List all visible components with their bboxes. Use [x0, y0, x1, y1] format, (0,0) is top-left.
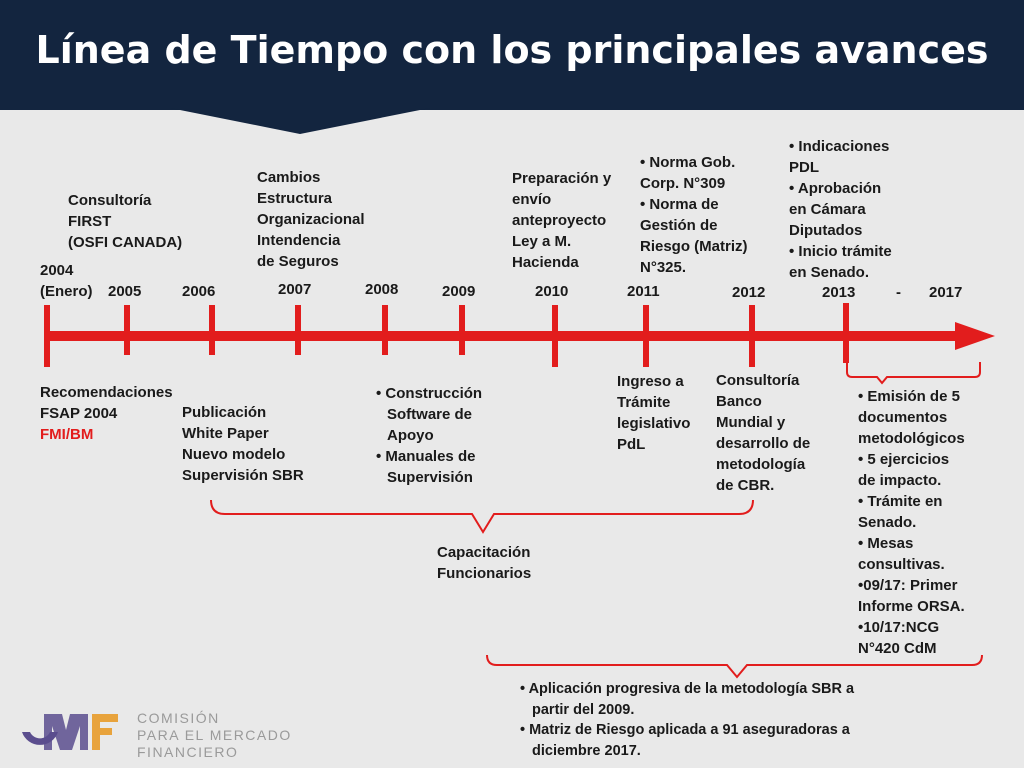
year-2009: 2009 — [442, 283, 476, 300]
year-2017: 2017 — [929, 284, 963, 301]
label-recomendaciones: Recomendaciones FSAP 2004 FMI/BM — [40, 384, 173, 443]
timeline-bar — [44, 331, 956, 341]
tick-2013 — [843, 303, 849, 363]
tick-2005 — [124, 305, 130, 355]
label-indicaciones-pdl: • Indicaciones PDL • Aprobación en Cámara Diputados • Inicio trámite en Senado. — [789, 138, 892, 281]
year-2013: 2013 — [822, 284, 856, 301]
tick-2008 — [382, 305, 388, 355]
year-2008: 2008 — [365, 281, 399, 298]
label-publicacion: Publicación White Paper Nuevo modelo Supervisión SBR — [182, 404, 304, 484]
year-2010: 2010 — [535, 283, 569, 300]
bracket-2013-2017 — [847, 362, 980, 383]
year-2007: 2007 — [278, 281, 312, 298]
label-consultoria-banco: Consultoría Banco Mundial y desarrollo de metodología de CBR. — [716, 372, 811, 494]
tick-2007 — [295, 305, 301, 355]
year-2005: 2005 — [108, 283, 142, 300]
year-2011: 2011 — [627, 283, 660, 300]
cmf-logo-icon — [18, 704, 130, 756]
year-range-dash: - — [896, 284, 901, 301]
tick-2012 — [749, 305, 755, 367]
label-cambios-estructura: Cambios Estructura Organizacional Intendencia de Seguros — [257, 169, 365, 270]
year-2004-note: (Enero) — [40, 283, 93, 300]
tick-2004 — [44, 305, 50, 367]
year-2006: 2006 — [182, 283, 216, 300]
label-normas: • Norma Gob. Corp. N°309 • Norma de Gestión de Riesgo (Matriz) N°325. — [640, 154, 748, 276]
label-preparacion-anteproyecto: Preparación y envío anteproyecto Ley a M. Hacienda — [512, 170, 612, 271]
label-capacitacion: Capacitación Funcionarios — [437, 544, 532, 582]
tick-2006 — [209, 305, 215, 355]
tick-2011 — [643, 305, 649, 367]
label-construccion: • Construcción Software de Apoyo • Manuales de Supervisión — [376, 385, 483, 486]
label-aplicacion-progresiva: • Aplicación progresiva de la metodología SBR a partir del 2009. • Matriz de Riesgo aplicada a 91 aseguradoras a diciembre 2017. — [520, 681, 855, 759]
label-emision-documentos: • Emisión de 5 documentos metodológicos • 5 ejercicios de impacto. • Trámite en Senado. • Mesas consultivas. •09/17: Primer Informe ORSA. •10/17:NCG N°420 CdM — [858, 388, 965, 657]
tick-2009 — [459, 305, 465, 355]
page-title: Línea de Tiempo con los principales avances — [35, 28, 989, 72]
year-2012: 2012 — [732, 284, 766, 301]
year-2004: 2004 — [40, 262, 74, 279]
label-consultoria-first: Consultoría FIRST (OSFI CANADA) — [68, 192, 183, 251]
label-ingreso-tramite: Ingreso a Trámite legislativo PdL — [617, 373, 691, 453]
tick-2010 — [552, 305, 558, 367]
bracket-capacitacion — [211, 500, 753, 532]
logo-text: COMISIÓN PARA EL MERCADO FINANCIERO — [137, 710, 292, 760]
timeline-arrowhead — [955, 322, 995, 350]
